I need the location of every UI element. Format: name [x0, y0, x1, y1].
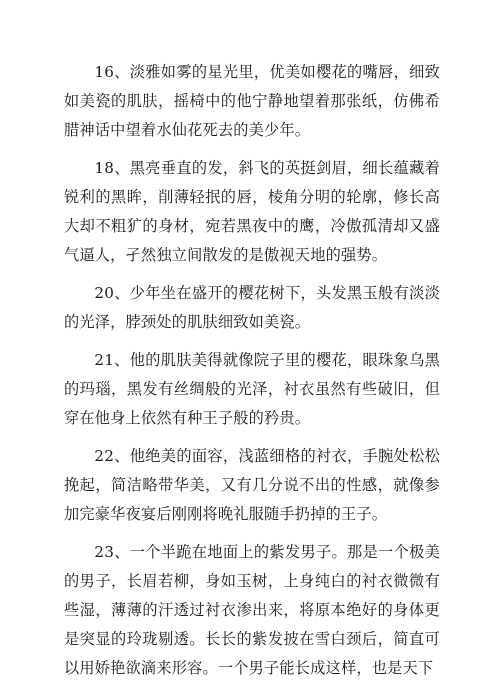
paragraph-21: 21、他的肌肤美得就像院子里的樱花，眼珠象乌黑的玛瑙，黑发有丝绸般的光泽，衬衣虽然有些破旧，但穿在他身上依然有种王子般的矜贵。: [64, 351, 440, 427]
paragraph-23: 23、一个半跪在地面上的紫发男子。那是一个极美的男子，长眉若柳，身如玉树，上身纯白的衬衣微微有些湿，薄薄的汗透过衬衣渗出来，将原本绝好的身体更是突显的玲珑剔透。长长的紫发披在雪白颈后，简直可以用娇艳欲滴来形容。一个男子能长成这样，也是天下: [64, 543, 440, 677]
paragraph-16: 16、淡雅如雾的星光里，优美如樱花的嘴唇，细致如美瓷的肌肤，摇椅中的他宁静地望着那张纸，仿佛希腊神话中望着水仙花死去的美少年。: [64, 63, 440, 139]
document-body: [64, 58, 440, 692]
paragraph-20: 20、少年坐在盛开的樱花树下，头发黑玉般有淡淡的光泽，脖颈处的肌肤细致如美瓷。: [64, 284, 440, 331]
paragraph-22: 22、他绝美的面容，浅蓝细格的衬衣，手腕处松松挽起，简洁略带华美，又有几分说不出的性感，就像参加完豪华夜宴后刚刚将晚礼服随手扔掉的王子。: [64, 447, 440, 523]
paragraph-18: 18、黑亮垂直的发，斜飞的英挺剑眉，细长蕴藏着锐利的黑眸，削薄轻抿的唇，棱角分明的轮廓，修长高大却不粗犷的身材，宛若黑夜中的鹰，冷傲孤清却又盛气逼人，孑然独立间散发的是傲视天地的强势。: [64, 159, 440, 264]
